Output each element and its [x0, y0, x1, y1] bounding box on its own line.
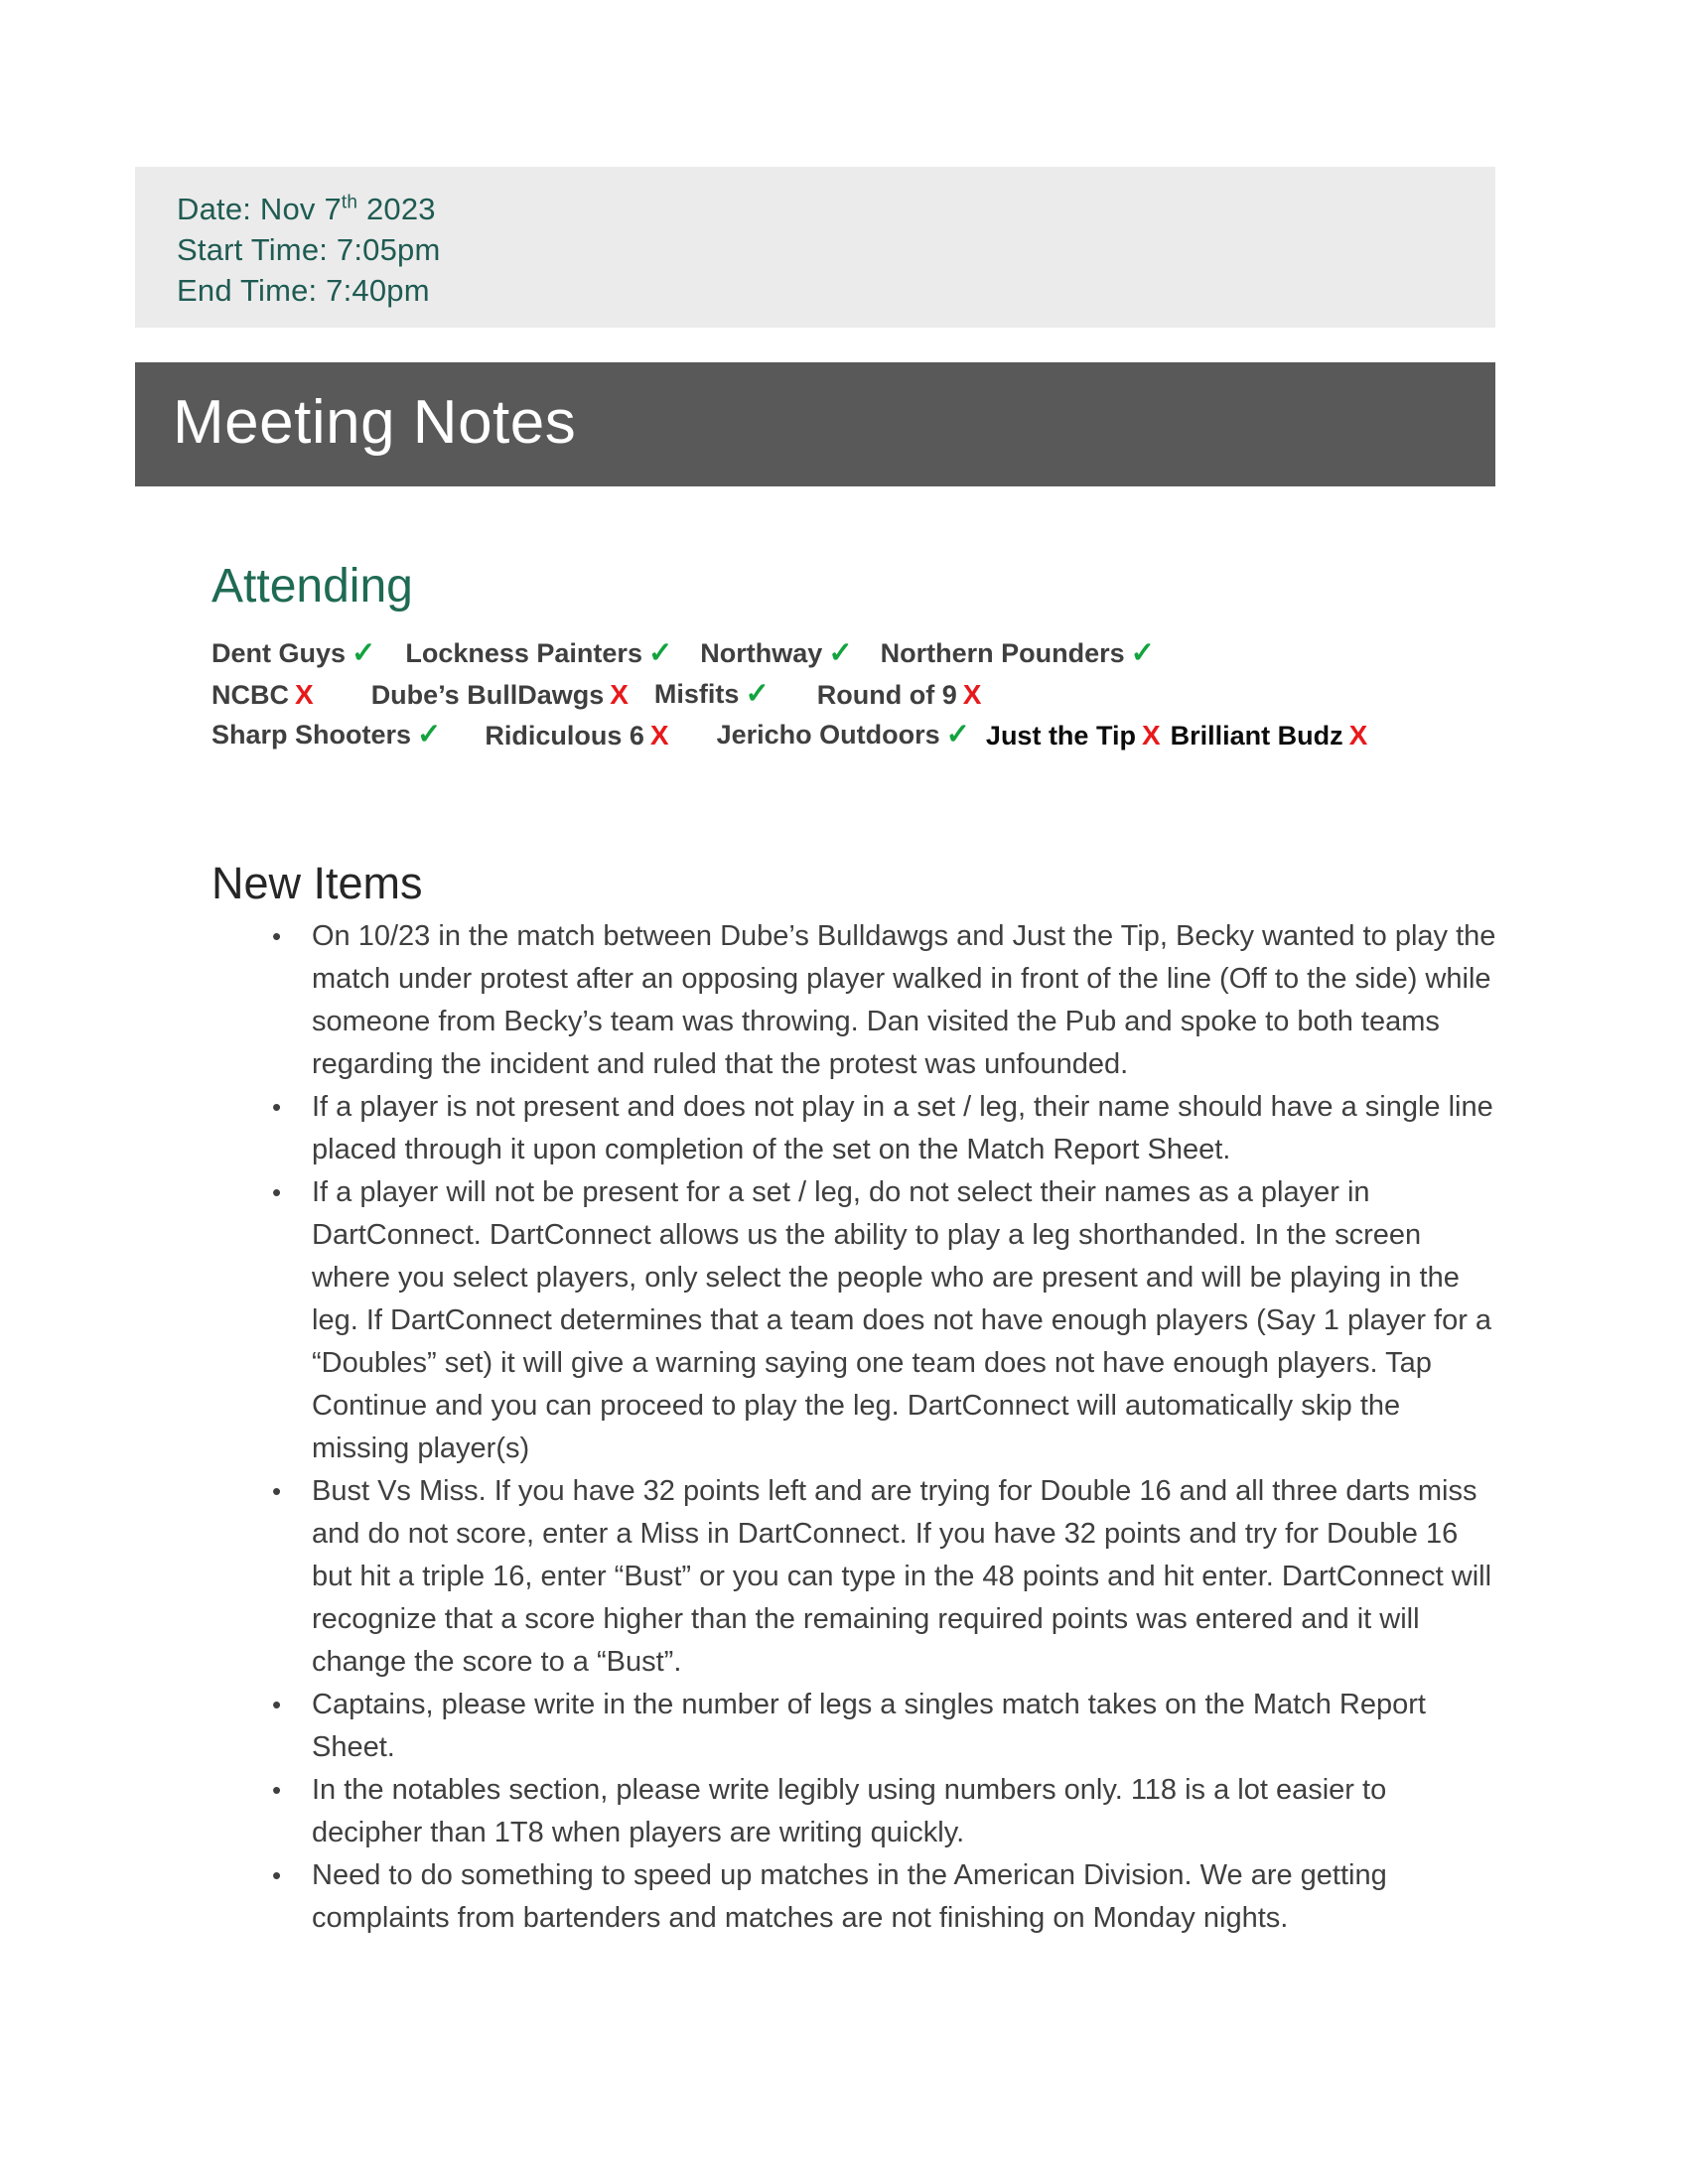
attendance-cross-icon: X	[962, 679, 982, 710]
attending-team	[211, 674, 314, 716]
meeting-start-time: Start Time: 7:05pm	[177, 232, 441, 267]
attending-team-name: Dube’s BullDawgs	[370, 680, 605, 710]
new-items-heading: New Items	[211, 858, 423, 908]
new-item-text: Bust Vs Miss. If you have 32 points left and are trying for Double 16 and all three darts miss and do not score, enter a Miss in DartConnect. If you have 32 points and try for Double 16 but hit a triple 16, enter “Bust” or you can type in the 48 points and hit enter. DartConnect will recognize that a score higher than the remaining required points was entered and it will change the score to a “Bust”.	[312, 1475, 1492, 1678]
new-items-list	[260, 915, 1496, 1940]
attendance-check-icon: ✓	[828, 637, 853, 669]
attending-team	[700, 633, 852, 674]
attendance-check-icon: ✓	[745, 678, 770, 710]
attending-team-name: NCBC	[211, 680, 289, 710]
attending-heading: Attending	[211, 560, 413, 613]
new-item-bullet	[260, 1854, 1496, 1940]
attending-team-name: Sharp Shooters	[211, 720, 412, 750]
bullet-icon: •	[272, 921, 282, 951]
title-banner	[135, 362, 1495, 486]
attendance-check-icon: ✓	[945, 719, 970, 751]
attending-team	[211, 715, 441, 755]
attendance-check-icon: ✓	[647, 637, 673, 669]
attendance-check-icon: ✓	[352, 637, 376, 669]
attending-team	[986, 715, 1161, 756]
attending-team	[1171, 715, 1368, 756]
new-item-bullet	[260, 1684, 1496, 1769]
attendance-cross-icon: X	[1141, 720, 1161, 751]
attending-team-name: Brilliant Budz	[1170, 721, 1343, 751]
attendance-cross-icon: X	[1348, 720, 1368, 751]
attending-team	[817, 674, 982, 716]
bullet-icon: •	[272, 1092, 282, 1122]
new-item-bullet	[260, 1769, 1496, 1854]
meeting-meta-block	[135, 167, 1495, 328]
meeting-date-ordinal-suffix: th	[341, 192, 358, 213]
attending-team-name: Dent Guys	[211, 638, 347, 668]
attending-team	[211, 633, 375, 674]
attending-row	[211, 674, 1492, 715]
attending-team-name: Northern Pounders	[880, 638, 1125, 668]
attendance-check-icon: ✓	[417, 719, 442, 751]
page-title: Meeting Notes	[173, 388, 577, 457]
bullet-icon: •	[272, 1775, 282, 1805]
attending-team-name: Lockness Painters	[405, 638, 642, 668]
meeting-date-year: 2023	[357, 192, 436, 226]
attendance-check-icon: ✓	[1130, 637, 1155, 669]
attending-team-name: Northway	[700, 638, 823, 668]
meeting-date-label: Date: Nov 7	[177, 192, 342, 226]
bullet-icon: •	[272, 1177, 282, 1207]
bullet-icon: •	[272, 1690, 282, 1719]
attending-team	[405, 633, 672, 674]
attendance-cross-icon: X	[295, 679, 314, 710]
new-item-text: Need to do something to speed up matches in the American Division. We are getting complaints from bartenders and matches are not finishing on Monday nights.	[312, 1859, 1387, 1934]
attending-team	[881, 633, 1155, 674]
attendance-cross-icon: X	[649, 720, 669, 751]
new-item-text: Captains, please write in the number of legs a singles match takes on the Match Report Sheet.	[312, 1689, 1426, 1763]
new-item-text: On 10/23 in the match between Dube’s Bulldawgs and Just the Tip, Becky wanted to play the match under protest after an opposing player walked in front of the line (Off to the side) while someone from Becky’s team was throwing. Dan visited the Pub and spoke to both teams regarding the incident and ruled that the protest was unfounded.	[312, 920, 1496, 1080]
attending-team-name: Ridiculous 6	[485, 721, 644, 751]
new-item-text: If a player will not be present for a set / leg, do not select their names as a player in DartConnect. DartConnect allows us the ability to play a leg shorthanded. In the screen where you select players, only select the people who are present and will be playing in the leg. If DartConnect determines that a team does not have enough players (Say 1 player for a “Doubles” set) it will give a warning saying one team does not have enough players. Tap Continue and you can proceed to play the leg. DartConnect will automatically skip the missing player(s)	[312, 1176, 1492, 1464]
new-item-bullet	[260, 1171, 1496, 1470]
meeting-end-time: End Time: 7:40pm	[177, 273, 430, 308]
meeting-date-line	[177, 189, 1495, 229]
attending-team	[485, 715, 668, 756]
new-item-bullet	[260, 1470, 1496, 1684]
bullet-icon: •	[272, 1476, 282, 1506]
attending-team-name: Round of 9	[816, 680, 957, 710]
new-item-text: In the notables section, please write legibly using numbers only. 118 is a lot easier to decipher than 1T8 when players are writing quickly.	[312, 1774, 1387, 1848]
attending-team	[371, 674, 629, 716]
attending-row	[211, 633, 1492, 674]
new-item-bullet	[260, 1086, 1496, 1171]
attending-team	[654, 674, 770, 715]
bullet-icon: •	[272, 1860, 282, 1890]
attending-team-name: Jericho Outdoors	[716, 720, 940, 750]
attendance-cross-icon: X	[610, 679, 629, 710]
attending-team	[717, 715, 970, 755]
new-item-text: If a player is not present and does not play in a set / leg, their name should have a single line placed through it upon completion of the set on the Match Report Sheet.	[312, 1091, 1493, 1165]
new-item-bullet	[260, 915, 1496, 1086]
attending-team-name: Just the Tip	[985, 721, 1136, 751]
attending-team-name: Misfits	[653, 679, 740, 709]
attending-row	[211, 715, 1492, 755]
attending-list	[211, 633, 1492, 755]
